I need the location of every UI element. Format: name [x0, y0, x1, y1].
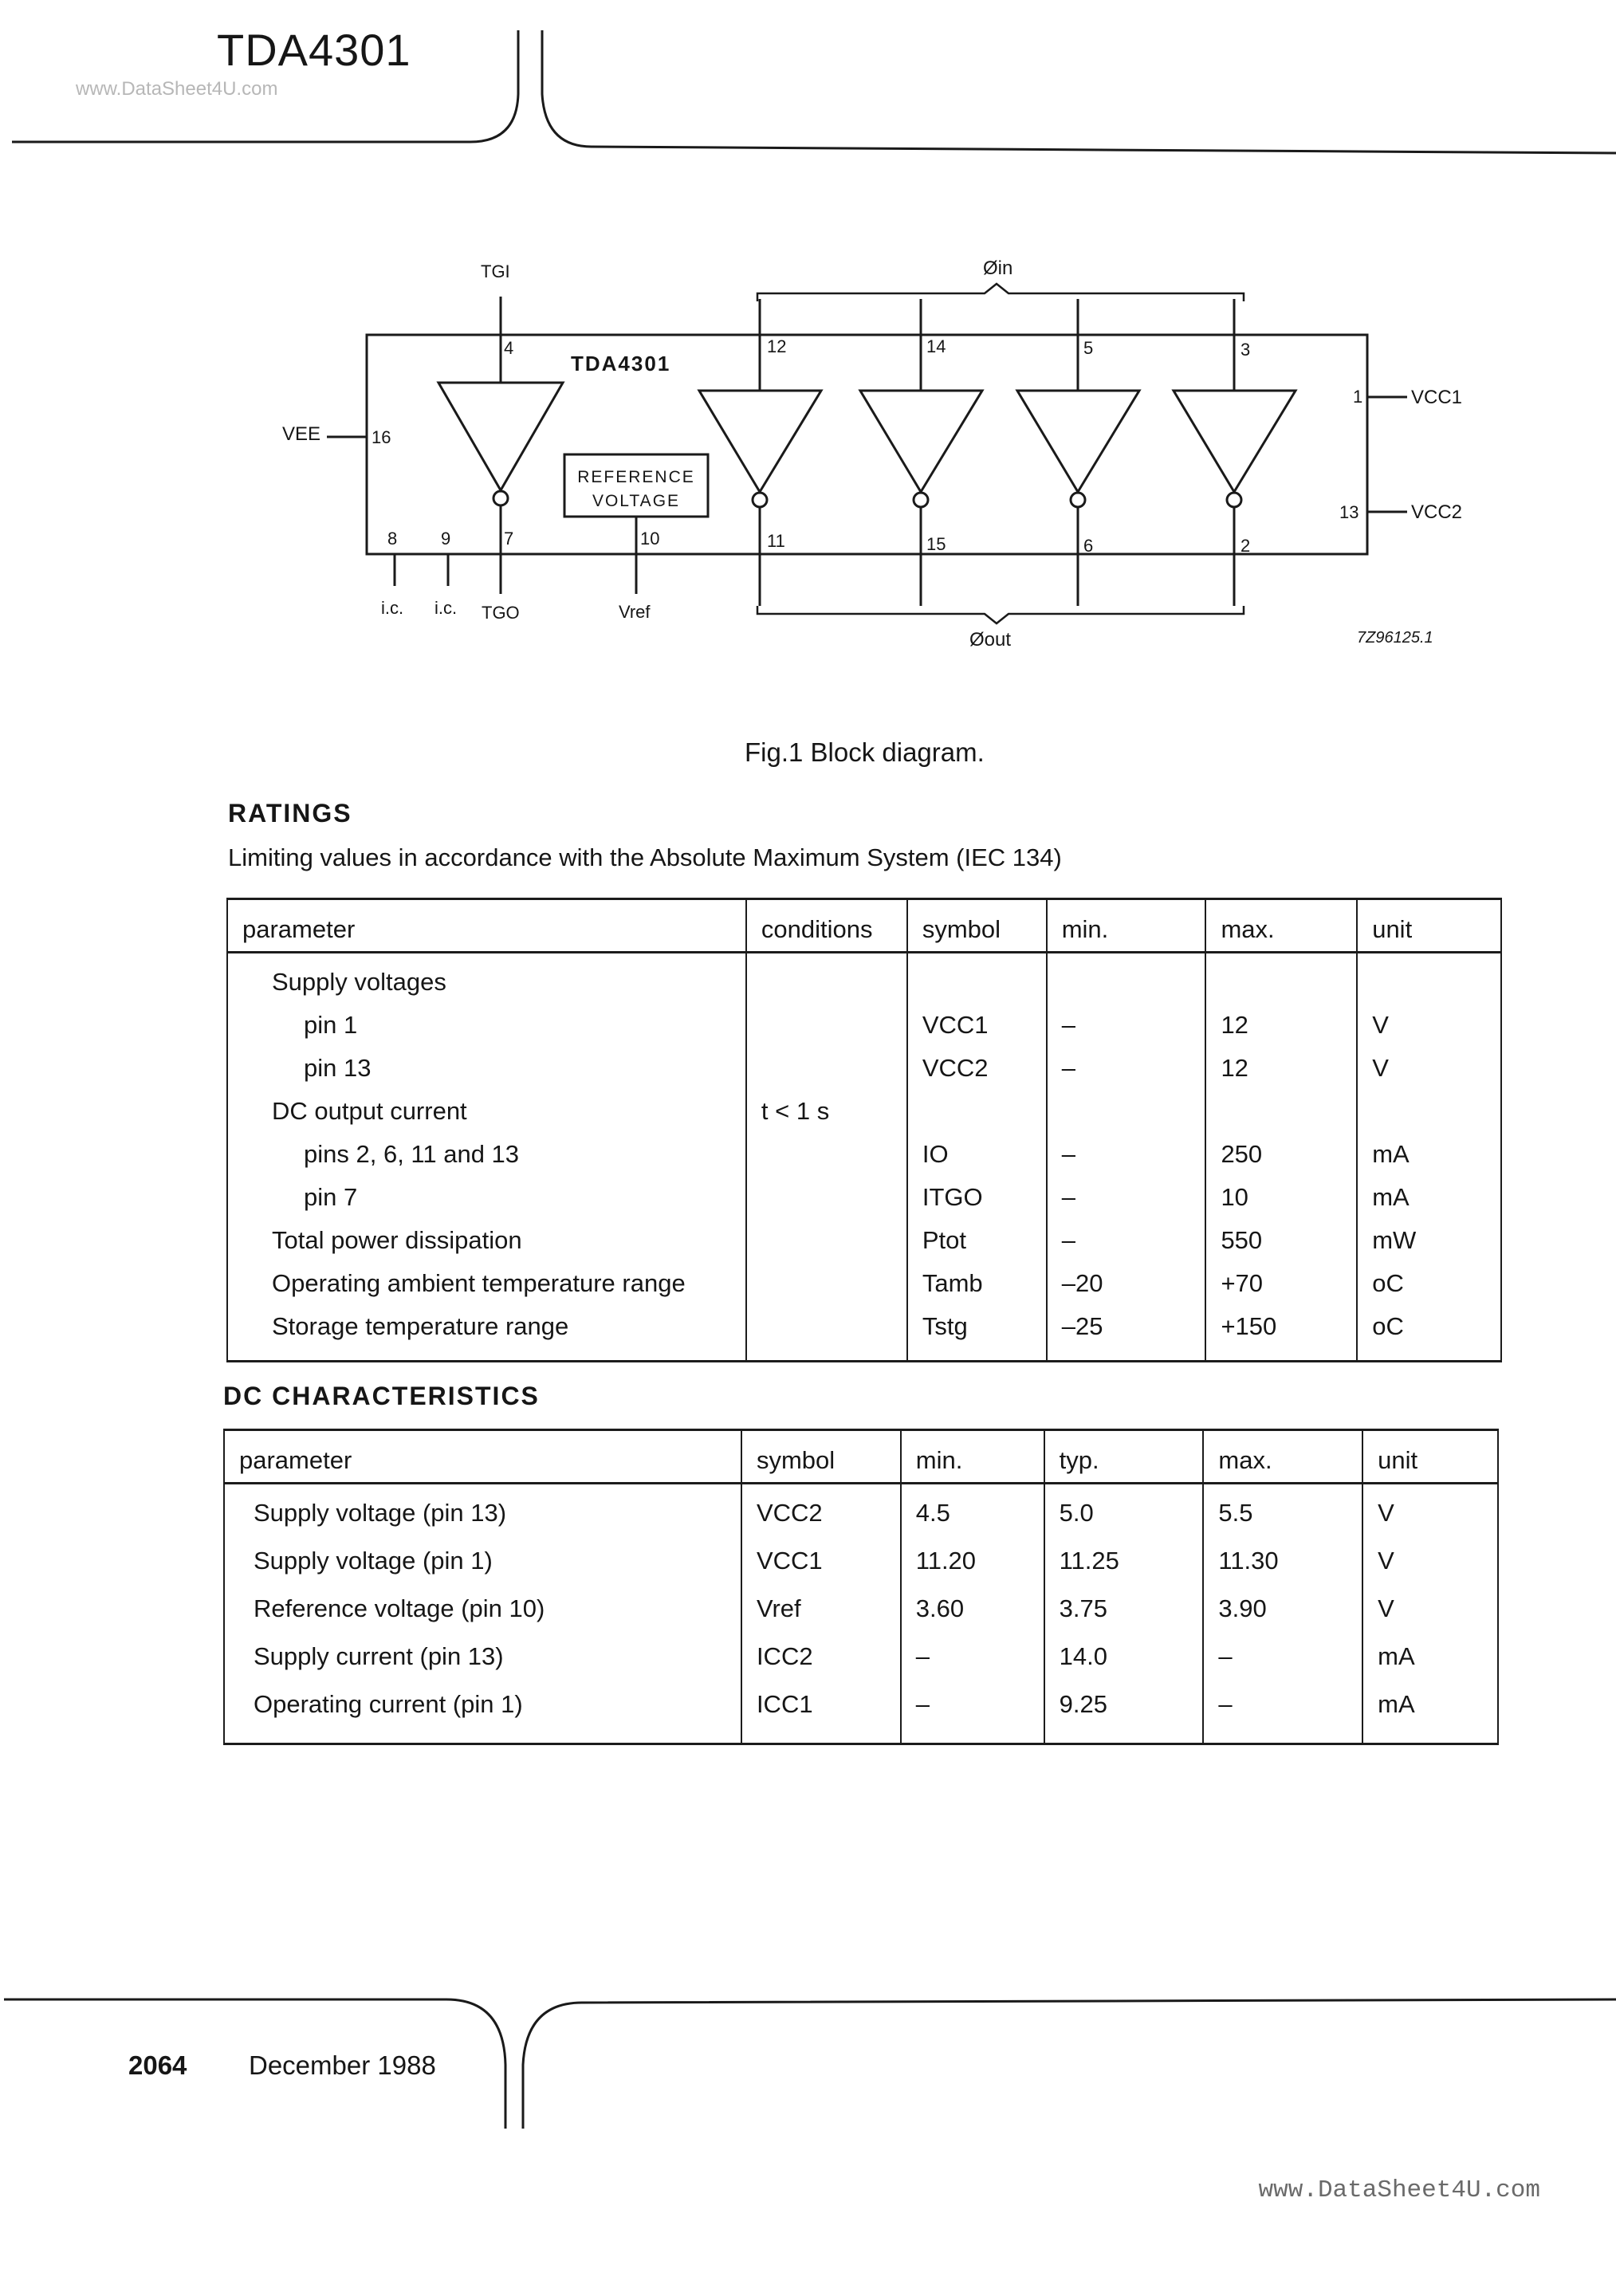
vref-label: Vref: [619, 602, 651, 622]
cell-typ: 14.0: [1044, 1639, 1204, 1687]
cell-typ: 9.25: [1044, 1687, 1204, 1744]
block-diagram: [0, 255, 1616, 670]
cell-parameter: Supply voltage (pin 13): [224, 1484, 741, 1544]
cell-typ: 11.25: [1044, 1543, 1204, 1591]
document-title: TDA4301: [217, 25, 411, 75]
cell-max: [1205, 953, 1357, 1008]
ratings-header-row: [227, 899, 1501, 953]
pin-13-label: 13: [1339, 502, 1359, 522]
cell-symbol: IO: [907, 1137, 1047, 1180]
pin-12-label: 12: [767, 336, 787, 356]
table-row: [227, 1137, 1501, 1180]
cell-symbol: [907, 1094, 1047, 1137]
pin-8-label: 8: [387, 529, 398, 548]
col-conditions: conditions: [746, 899, 907, 953]
dc-table: [223, 1429, 1499, 1745]
cell-parameter: pin 13: [227, 1051, 746, 1094]
cell-conditions: [746, 1051, 907, 1094]
cell-max: 12: [1205, 1008, 1357, 1051]
cell-parameter: pin 7: [227, 1180, 746, 1223]
cell-unit: mA: [1357, 1137, 1501, 1180]
cell-parameter: Operating ambient temperature range: [227, 1266, 746, 1309]
cell-parameter: pin 1: [227, 1008, 746, 1051]
cell-max: 550: [1205, 1223, 1357, 1266]
cell-max: 3.90: [1203, 1591, 1362, 1639]
header-rule: [0, 0, 1616, 159]
cell-min: –: [901, 1639, 1044, 1687]
cell-symbol: VCC2: [907, 1051, 1047, 1094]
phi-out-label: Øout: [969, 629, 1012, 651]
col-max: max.: [1205, 899, 1357, 953]
cell-symbol: ICC1: [741, 1687, 901, 1744]
buffer-1: [699, 299, 821, 606]
cell-max: +70: [1205, 1266, 1357, 1309]
cell-parameter: pins 2, 6, 11 and 13: [227, 1137, 746, 1180]
cell-symbol: ICC2: [741, 1639, 901, 1687]
col-max: max.: [1203, 1430, 1362, 1484]
buffer-tgo: [438, 383, 563, 490]
table-row: [224, 1639, 1498, 1687]
cell-max: –: [1203, 1639, 1362, 1687]
cell-conditions: [746, 1137, 907, 1180]
pin-9-label: 9: [441, 529, 451, 548]
pin-6-label: 6: [1083, 536, 1094, 556]
cell-min: –: [1047, 1051, 1206, 1094]
cell-unit: V: [1357, 1051, 1501, 1094]
cell-min: 3.60: [901, 1591, 1044, 1639]
table-row: [224, 1687, 1498, 1744]
table-row: [227, 1223, 1501, 1266]
cell-min: [1047, 953, 1206, 1008]
cell-unit: oC: [1357, 1309, 1501, 1362]
figure-caption: Fig.1 Block diagram.: [745, 737, 985, 767]
ic-label-2: i.c.: [434, 598, 458, 618]
cell-typ: 5.0: [1044, 1484, 1204, 1544]
pin-16-label: 16: [372, 427, 391, 447]
cell-min: –: [1047, 1137, 1206, 1180]
cell-parameter: Total power dissipation: [227, 1223, 746, 1266]
cell-conditions: [746, 1309, 907, 1362]
publication-date: December 1988: [249, 2050, 436, 2080]
table-row: [224, 1484, 1498, 1544]
cell-parameter: Supply current (pin 13): [224, 1639, 741, 1687]
pin-1-label: 1: [1353, 387, 1363, 407]
cell-max: +150: [1205, 1309, 1357, 1362]
cell-symbol: Ptot: [907, 1223, 1047, 1266]
cell-min: 4.5: [901, 1484, 1044, 1544]
cell-unit: [1357, 953, 1501, 1008]
cell-typ: 3.75: [1044, 1591, 1204, 1639]
chip-outline: [367, 335, 1367, 554]
cell-min: –: [1047, 1223, 1206, 1266]
cell-conditions: [746, 1223, 907, 1266]
watermark-bottom: www.DataSheet4U.com: [1258, 2176, 1540, 2204]
cell-min: –: [1047, 1008, 1206, 1051]
cell-symbol: Tamb: [907, 1266, 1047, 1309]
ic-label-1: i.c.: [381, 598, 404, 618]
buffer-2: [860, 299, 982, 606]
tgi-label: TGI: [481, 261, 510, 281]
cell-parameter: Storage temperature range: [227, 1309, 746, 1362]
cell-symbol: Vref: [741, 1591, 901, 1639]
cell-unit: [1357, 1094, 1501, 1137]
cell-conditions: [746, 1266, 907, 1309]
cell-max: [1205, 1094, 1357, 1137]
table-row: [227, 1094, 1501, 1137]
dc-heading: DC CHARACTERISTICS: [223, 1382, 540, 1410]
diagram-code: 7Z96125.1: [1357, 629, 1433, 647]
cell-symbol: VCC1: [907, 1008, 1047, 1051]
cell-parameter: Supply voltages: [227, 953, 746, 1008]
cell-max: 12: [1205, 1051, 1357, 1094]
cell-max: –: [1203, 1687, 1362, 1744]
cell-min: –25: [1047, 1309, 1206, 1362]
tgo-label: TGO: [482, 603, 520, 623]
cell-unit: V: [1362, 1543, 1498, 1591]
cell-conditions: [746, 1008, 907, 1051]
cell-parameter: DC output current: [227, 1094, 746, 1137]
phi-in-label: Øin: [983, 258, 1013, 279]
cell-min: 11.20: [901, 1543, 1044, 1591]
chip-label: TDA4301: [571, 352, 671, 375]
pin-4-label: 4: [504, 338, 514, 358]
cell-conditions: [746, 1180, 907, 1223]
cell-max: 250: [1205, 1137, 1357, 1180]
cell-min: [1047, 1094, 1206, 1137]
pin-3-label: 3: [1241, 340, 1251, 360]
col-parameter: parameter: [224, 1430, 741, 1484]
vee-label: VEE: [282, 423, 321, 445]
cell-unit: V: [1362, 1484, 1498, 1544]
table-row: [227, 1180, 1501, 1223]
col-typ: typ.: [1044, 1430, 1204, 1484]
cell-max: 11.30: [1203, 1543, 1362, 1591]
table-row: [227, 953, 1501, 1008]
pin-2-label: 2: [1241, 536, 1251, 556]
table-row: [227, 1266, 1501, 1309]
cell-parameter: Supply voltage (pin 1): [224, 1543, 741, 1591]
col-parameter: parameter: [227, 899, 746, 953]
col-unit: unit: [1357, 899, 1501, 953]
pin-5-label: 5: [1083, 338, 1094, 358]
pin-7-label: 7: [504, 529, 514, 548]
cell-conditions: t < 1 s: [746, 1094, 907, 1137]
cell-unit: V: [1362, 1591, 1498, 1639]
cell-max: 5.5: [1203, 1484, 1362, 1544]
cell-min: –: [1047, 1180, 1206, 1223]
cell-symbol: [907, 953, 1047, 1008]
buffer-3: [1017, 299, 1139, 606]
ratings-table: [226, 898, 1502, 1362]
cell-unit: V: [1357, 1008, 1501, 1051]
cell-unit: oC: [1357, 1266, 1501, 1309]
cell-parameter: Operating current (pin 1): [224, 1687, 741, 1744]
ratings-heading: RATINGS: [228, 799, 352, 828]
col-min: min.: [901, 1430, 1044, 1484]
cell-symbol: ITGO: [907, 1180, 1047, 1223]
cell-unit: mA: [1357, 1180, 1501, 1223]
table-row: [227, 1051, 1501, 1094]
pin-14-label: 14: [926, 336, 946, 356]
page-number: 2064: [128, 2050, 187, 2080]
buffer-4: [1174, 299, 1296, 606]
dc-header-row: [224, 1430, 1498, 1484]
reference-label-1: REFERENCE: [577, 468, 695, 486]
col-symbol: symbol: [741, 1430, 901, 1484]
cell-unit: mA: [1362, 1639, 1498, 1687]
footer-rule: [0, 1977, 1616, 2137]
cell-unit: mA: [1362, 1687, 1498, 1744]
table-row: [227, 1309, 1501, 1362]
col-symbol: symbol: [907, 899, 1047, 953]
cell-max: 10: [1205, 1180, 1357, 1223]
reference-label-2: VOLTAGE: [592, 492, 681, 510]
watermark-top: www.DataSheet4U.com: [76, 78, 278, 100]
vcc1-label: VCC1: [1411, 387, 1463, 408]
col-unit: unit: [1362, 1430, 1498, 1484]
pin-10-label: 10: [640, 529, 660, 548]
table-row: [224, 1591, 1498, 1639]
col-min: min.: [1047, 899, 1206, 953]
pin-15-label: 15: [926, 534, 946, 554]
pin-11-label: 11: [767, 531, 785, 551]
cell-unit: mW: [1357, 1223, 1501, 1266]
cell-conditions: [746, 953, 907, 1008]
table-row: [224, 1543, 1498, 1591]
vcc2-label: VCC2: [1411, 501, 1463, 523]
cell-min: –: [901, 1687, 1044, 1744]
cell-min: –20: [1047, 1266, 1206, 1309]
cell-parameter: Reference voltage (pin 10): [224, 1591, 741, 1639]
table-row: [227, 1008, 1501, 1051]
ratings-intro: Limiting values in accordance with the Absolute Maximum System (IEC 134): [228, 843, 1062, 871]
cell-symbol: Tstg: [907, 1309, 1047, 1362]
cell-symbol: VCC2: [741, 1484, 901, 1544]
cell-symbol: VCC1: [741, 1543, 901, 1591]
